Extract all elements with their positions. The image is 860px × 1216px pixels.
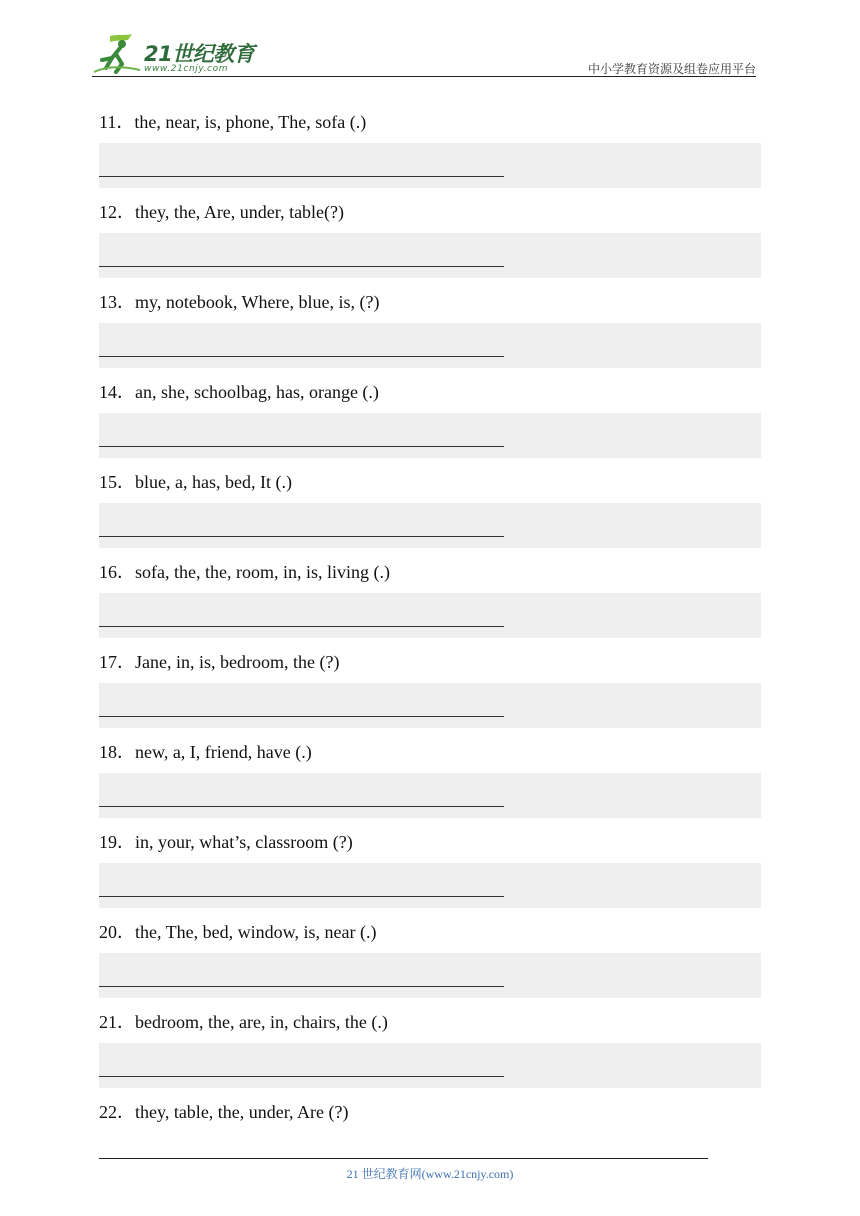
question-number: 13． (99, 292, 135, 312)
question-number: 17． (99, 652, 135, 672)
question-number: 14． (99, 382, 135, 402)
answer-line (99, 446, 504, 447)
answer-area-12[interactable] (99, 233, 761, 278)
question-text: they, table, the, under, Are (?) (135, 1102, 349, 1122)
question-text: bedroom, the, are, in, chairs, the (.) (135, 1012, 388, 1032)
footer-text[interactable]: 21 世纪教育网(www.21cnjy.com) (346, 1167, 514, 1181)
answer-area-16[interactable] (99, 593, 761, 638)
answer-area-20[interactable] (99, 953, 761, 998)
question-text: an, she, schoolbag, has, orange (.) (135, 382, 379, 402)
answer-area-19[interactable] (99, 863, 761, 908)
answer-line (99, 356, 504, 357)
question-text: the, The, bed, window, is, near (.) (135, 922, 377, 942)
question-text: Jane, in, is, bedroom, the (?) (135, 652, 340, 672)
question-22 (99, 1101, 349, 1123)
answer-line (99, 986, 504, 987)
question-number: 15． (99, 472, 135, 492)
answer-area-11[interactable] (99, 143, 761, 188)
question-number: 12． (99, 202, 135, 222)
question-number: 16． (99, 562, 135, 582)
site-logo (92, 32, 262, 76)
question-text: the, near, is, phone, The, sofa (.) (134, 112, 367, 132)
question-20 (99, 921, 376, 943)
answer-line (99, 896, 504, 897)
answer-area-21[interactable] (99, 1043, 761, 1088)
question-11 (99, 111, 366, 133)
question-number: 19． (99, 832, 135, 852)
question-number: 20． (99, 922, 135, 942)
question-15 (99, 471, 292, 493)
question-text: blue, a, has, bed, It (.) (135, 472, 292, 492)
question-number: 11． (99, 112, 135, 132)
question-13 (99, 291, 379, 313)
question-17 (99, 651, 339, 673)
answer-area-15[interactable] (99, 503, 761, 548)
footer-divider (99, 1158, 708, 1159)
logo-wordmark: 21世纪教育 (144, 42, 255, 66)
question-number: 18． (99, 742, 135, 762)
question-14 (99, 381, 379, 403)
question-12 (99, 201, 344, 223)
question-text: my, notebook, Where, blue, is, (?) (135, 292, 380, 312)
answer-area-14[interactable] (99, 413, 761, 458)
answer-line (99, 716, 504, 717)
answer-line (99, 806, 504, 807)
answer-area-13[interactable] (99, 323, 761, 368)
answer-area-18[interactable] (99, 773, 761, 818)
question-19 (99, 831, 353, 853)
answer-line (99, 536, 504, 537)
question-21 (99, 1011, 388, 1033)
question-18 (99, 741, 312, 763)
question-text: sofa, the, the, room, in, is, living (.) (135, 562, 390, 582)
logo-url: www.21cnjy.com (144, 64, 229, 74)
question-number: 21． (99, 1012, 135, 1032)
answer-area-17[interactable] (99, 683, 761, 728)
question-text: new, a, I, friend, have (.) (135, 742, 312, 762)
question-16 (99, 561, 390, 583)
header-platform-text: 中小学教育资源及组卷应用平台 (587, 62, 756, 76)
page-header (92, 32, 756, 78)
answer-line (99, 176, 504, 177)
question-text: in, your, what’s, classroom (?) (135, 832, 353, 852)
answer-line (99, 1076, 504, 1077)
answer-line (99, 626, 504, 627)
runner-logo-icon (92, 32, 144, 76)
header-divider (92, 76, 756, 77)
question-number: 22． (99, 1102, 135, 1122)
question-text: they, the, Are, under, table(?) (135, 202, 345, 222)
answer-line (99, 266, 504, 267)
